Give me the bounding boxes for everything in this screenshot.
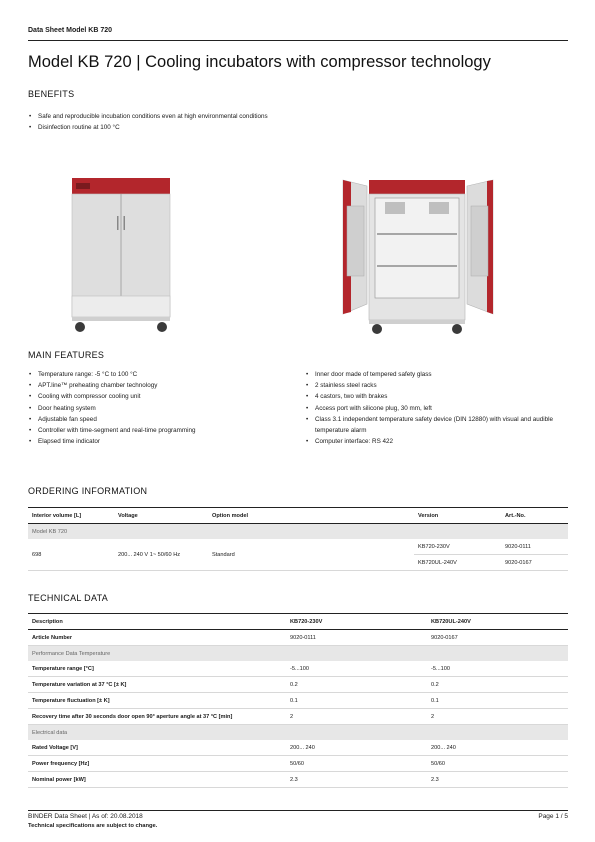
cell-value: 0.1	[427, 693, 568, 709]
column-header: Art.-No.	[501, 508, 568, 524]
list-item: • Access port with silicone plug, 30 mm, left	[306, 403, 566, 414]
row-label: Rated Voltage [V]	[28, 740, 286, 756]
cell-value: 0.1	[286, 693, 427, 709]
column-header: Option model	[208, 508, 308, 524]
list-item: • Controller with time-segment and real-time programming	[29, 425, 279, 436]
list-item: • 4 castors, two with brakes	[306, 391, 566, 402]
castor-icon	[157, 322, 167, 332]
column-header: Interior volume [L]	[28, 508, 114, 524]
footer-rule	[28, 810, 568, 811]
castor-icon	[452, 324, 462, 334]
table-row	[28, 661, 568, 677]
row-label: Nominal power [kW]	[28, 772, 286, 788]
header-label: Data Sheet Model KB 720	[28, 27, 113, 34]
ordering-heading: ORDERING INFORMATION	[28, 486, 148, 496]
list-item: • Inner door made of tempered safety glass	[306, 369, 566, 380]
product-image-closed-doors	[70, 176, 172, 336]
group-row	[28, 725, 568, 741]
list-item: • Class 3.1 independent temperature safety device (DIN 12880) with visual and audible temperature alarm	[306, 414, 566, 436]
cell-value: 50/60	[427, 756, 568, 772]
column-header: Version	[414, 508, 501, 524]
row-label: Power frequency [Hz]	[28, 756, 286, 772]
cell-value: 0.2	[286, 677, 427, 693]
column-header: KB720-230V	[286, 614, 427, 630]
page-number: Page 1 / 5	[538, 813, 568, 820]
list-item: • Computer interface: RS 422	[306, 436, 566, 447]
cell-value: 200... 240	[286, 740, 427, 756]
option-cell: Standard	[208, 539, 308, 571]
table-row	[28, 693, 568, 709]
cell-value: 2	[427, 709, 568, 725]
cell-value: 200... 240	[427, 740, 568, 756]
list-item: • Temperature range: -5 °C to 100 °C	[29, 369, 279, 380]
main-features-right-list	[306, 369, 566, 447]
cell-value: 9020-0111	[286, 630, 427, 646]
cell-value: 2	[286, 709, 427, 725]
list-item: • Elapsed time indicator	[29, 436, 279, 447]
header-rule	[28, 40, 568, 41]
cell-value: -5...100	[286, 661, 427, 677]
list-item: • Safe and reproducible incubation conditions even at high environmental conditions	[29, 111, 549, 122]
group-label: Performance Data Temperature	[28, 646, 568, 662]
table-row	[28, 677, 568, 693]
list-item: • 2 stainless steel racks	[306, 380, 566, 391]
product-image-open-doors	[337, 176, 503, 336]
castor-icon	[372, 324, 382, 334]
row-label: Temperature variation at 37 °C [± K]	[28, 677, 286, 693]
technical-table	[28, 613, 568, 788]
list-item: • APT.line™ preheating chamber technology	[29, 380, 279, 391]
cell-value: 9020-0167	[427, 630, 568, 646]
cell-value: 50/60	[286, 756, 427, 772]
cell-value: 2.3	[286, 772, 427, 788]
row-label: Temperature range [°C]	[28, 661, 286, 677]
column-header: Description	[28, 614, 286, 630]
page-title: Model KB 720 | Cooling incubators with compressor technology	[28, 53, 491, 71]
castor-icon	[75, 322, 85, 332]
cell-value: -5...100	[427, 661, 568, 677]
table-row	[28, 630, 568, 646]
footer-disclaimer: Technical specifications are subject to change.	[28, 823, 158, 829]
version-cell: KB720UL-240V	[414, 555, 501, 571]
group-label: Electrical data	[28, 725, 568, 741]
footer-date: BINDER Data Sheet | As of: 20.08.2018	[28, 813, 143, 820]
table-header-row	[28, 614, 568, 630]
table-header-row	[28, 508, 568, 524]
row-label: Article Number	[28, 630, 286, 646]
row-label: Recovery time after 30 seconds door open 90° aperture angle at 37 °C [min]	[28, 709, 286, 725]
table-row	[28, 756, 568, 772]
list-item: • Door heating system	[29, 403, 279, 414]
benefits-heading: BENEFITS	[28, 89, 75, 99]
benefits-list	[29, 111, 549, 133]
group-row	[28, 524, 568, 540]
column-header: Voltage	[114, 508, 208, 524]
list-item: • Disinfection routine at 100 °C	[29, 122, 549, 133]
art-no-cell: 9020-0167	[501, 555, 568, 571]
main-features-heading: MAIN FEATURES	[28, 350, 105, 360]
cell-value: 2.3	[427, 772, 568, 788]
version-cell: KB720-230V	[414, 539, 501, 555]
row-label: Temperature fluctuation [± K]	[28, 693, 286, 709]
table-row	[28, 772, 568, 788]
group-row	[28, 646, 568, 662]
voltage-cell: 200... 240 V 1~ 50/60 Hz	[114, 539, 208, 571]
table-row	[28, 740, 568, 756]
column-header: KB720UL-240V	[427, 614, 568, 630]
group-label: Model KB 720	[28, 524, 568, 540]
column-header	[308, 508, 414, 524]
list-item: • Cooling with compressor cooling unit	[29, 391, 279, 402]
table-row	[28, 539, 568, 555]
art-no-cell: 9020-0111	[501, 539, 568, 555]
table-row	[28, 709, 568, 725]
cell-value: 0.2	[427, 677, 568, 693]
ordering-table	[28, 507, 568, 571]
empty-cell	[308, 539, 414, 571]
volume-cell: 698	[28, 539, 114, 571]
cabinet-top-panel	[369, 180, 465, 194]
main-features-left-list	[29, 369, 279, 447]
list-item: • Adjustable fan speed	[29, 414, 279, 425]
technical-heading: TECHNICAL DATA	[28, 593, 109, 603]
